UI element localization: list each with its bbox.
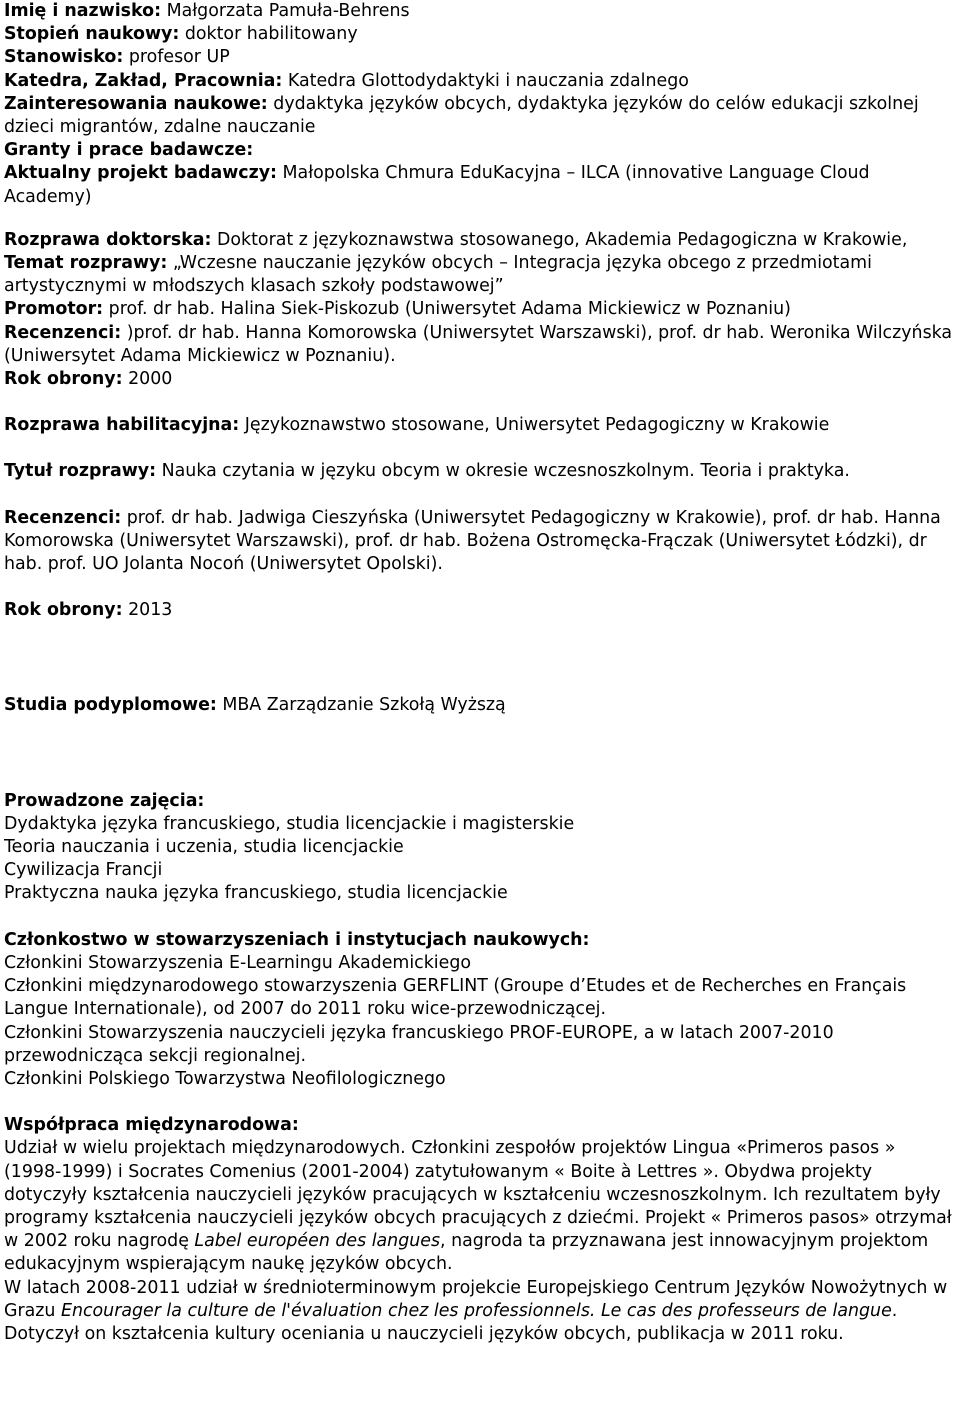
phd-line (4, 229, 956, 252)
intl-paragraph-2 (4, 1277, 956, 1347)
grants-label: Granty i prace badawcze: (4, 140, 254, 161)
intl-p2-text-b: . Dotyczył on kształcenia kultury oceniania u nauczycieli języków obcych, publikacja w 2011 roku. (4, 1300, 898, 1344)
phd-topic-value: „Wczesne nauczanie języków obcych – Integracja języka obcego z przedmiotami artystycznymi w młodszych klasach szkoły podstawowej” (4, 253, 872, 297)
interests-label: Zainteresowania naukowe: (4, 93, 268, 114)
membership-heading (4, 929, 956, 952)
intl-p1-text-b: , nagroda ta przyznawana jest innowacyjnym projektom edukacyjnym wspierającym naukę języków obcych. (4, 1231, 929, 1275)
postgrad-value: MBA Zarządzanie Szkołą Wyższą (222, 695, 506, 716)
list-item: Praktyczna nauka języka francuskiego, studia licencjackie (4, 883, 508, 904)
phd-year-label: Rok obrony: (4, 369, 123, 390)
list-item: Członkini Polskiego Towarzystwa Neofilologicznego (4, 1068, 446, 1089)
list-item: Cywilizacja Francji (4, 860, 163, 881)
postgrad-line (4, 694, 956, 717)
intl-heading (4, 1114, 956, 1137)
interests-line (4, 93, 956, 139)
phd-label: Rozprawa doktorska: (4, 229, 212, 250)
membership-label: Członkostwo w stowarzyszeniach i instytucjach naukowych: (4, 929, 590, 950)
position-label: Stanowisko: (4, 47, 124, 68)
classes-heading (4, 790, 956, 813)
list-item: Dydaktyka języka francuskiego, studia licencjackie i magisterskie (4, 813, 575, 834)
phd-promoter-value: prof. dr hab. Halina Siek-Piskozub (Uniwersytet Adama Mickiewicz w Poznaniu) (108, 299, 791, 320)
phd-value: Doktorat z językoznawstwa stosowanego, Akademia Pedagogiczna w Krakowie, (217, 229, 908, 250)
list-item: Teoria nauczania i uczenia, studia licencjackie (4, 837, 404, 858)
intl-p2-italic: Encourager la culture de l'évaluation chez les professionnels. Le cas des professeurs de langue (60, 1300, 892, 1321)
hab-reviewers-value: prof. dr hab. Jadwiga Cieszyńska (Uniwersytet Pedagogiczny w Krakowie), prof. dr hab. Hanna Komorowska (Uniwersytet Warszawski), prof. dr hab. Bożena Ostromęcka-Frączak (Uniwersytet Łódzki), dr hab. prof. UO Jolanta Nocoń (Uniwersytet Opolski). (4, 507, 941, 575)
postgrad-label: Studia podyplomowe: (4, 695, 217, 716)
project-label: Aktualny projekt badawczy: (4, 163, 278, 184)
phd-reviewers-value: )prof. dr hab. Hanna Komorowska (Uniwersytet Warszawski), prof. dr hab. Weronika Wilczyńska (Uniwersytet Adama Mickiewicz w Poznaniu). (4, 322, 953, 366)
intl-p1-text-a: Udział w wielu projektach międzynarodowych. Członkini zespołów projektów Lingua «Primeros pasos » (1998-1999) i Socrates Comenius (2001-2004) zatytułowanym « Boite à Lettres ». Obydwa projekty dotyczyły kształcenia nauczycieli języków pracujących w kształceniu wczesnoszkolnym. Ich rezultatem były programy kształcenia nauczycieli języków obcych pracujących z dziećmi. Projekt « Primeros pasos» otrzymał w 2002 roku nagrodę (4, 1138, 952, 1252)
position-line (4, 46, 956, 69)
name-value: Małgorzata Pamuła-Behrens (166, 1, 410, 21)
intl-label: Współpraca międzynarodowa: (4, 1115, 299, 1136)
department-line (4, 70, 956, 93)
hab-title-value: Nauka czytania w języku obcym w okresie wczesnoszkolnym. Teoria i praktyka. (161, 461, 850, 482)
hab-value: Językoznawstwo stosowane, Uniwersytet Pedagogiczny w Krakowie (244, 415, 830, 436)
hab-label: Rozprawa habilitacyjna: (4, 415, 240, 436)
phd-year-line (4, 368, 956, 391)
list-item: Członkini Stowarzyszenia nauczycieli języka francuskiego PROF-EUROPE, a w latach 2007-2010 przewodnicząca sekcji regionalnej. (4, 1022, 834, 1066)
list-item: Członkini Stowarzyszenia E-Learningu Akademickiego (4, 952, 472, 973)
hab-reviewers-label: Recenzenci: (4, 507, 122, 528)
phd-promoter-label: Promotor: (4, 299, 104, 320)
intl-paragraph-1 (4, 1137, 956, 1276)
grants-line (4, 139, 956, 162)
interests-value: dydaktyka języków obcych, dydaktyka języków do celów edukacji szkolnej dzieci migrantów, zdalne nauczanie (4, 93, 919, 138)
phd-reviewers-label: Recenzenci: (4, 322, 122, 343)
degree-line (4, 23, 956, 46)
hab-year-label: Rok obrony: (4, 600, 123, 621)
hab-year-line (4, 599, 956, 622)
name-line (4, 0, 956, 23)
project-value: Małopolska Chmura EduKacyjna – ILCA (innovative Language Cloud Academy) (4, 163, 870, 207)
position-value: profesor UP (128, 47, 230, 68)
hab-title-line (4, 460, 956, 483)
hab-reviewers-line (4, 507, 956, 577)
hab-line (4, 414, 956, 437)
department-label: Katedra, Zakład, Pracownia: (4, 70, 283, 91)
phd-reviewers-line (4, 322, 956, 368)
degree-label: Stopień naukowy: (4, 24, 180, 45)
classes-label: Prowadzone zajęcia: (4, 790, 205, 811)
phd-promoter-line (4, 298, 956, 321)
hab-year-value: 2013 (128, 600, 173, 621)
intl-p1-italic: Label européen des langues (194, 1231, 441, 1252)
phd-topic-label: Temat rozprawy: (4, 253, 168, 274)
phd-year-value: 2000 (128, 369, 173, 390)
department-value: Katedra Glottodydaktyki i nauczania zdalnego (287, 70, 689, 91)
project-line (4, 162, 956, 208)
hab-title-label: Tytuł rozprawy: (4, 461, 157, 482)
name-label: Imię i nazwisko: (4, 1, 162, 21)
list-item: Członkini międzynarodowego stowarzyszenia GERFLINT (Groupe d’Etudes et de Recherches en Français Langue Internationale), od 2007 do 2011 roku wice-przewodniczącej. (4, 976, 907, 1020)
phd-topic-line (4, 252, 956, 298)
degree-value: doktor habilitowany (184, 24, 358, 45)
intl-p2-text-a: W latach 2008-2011 udział w średnioterminowym projekcie Europejskiego Centrum Języków Nowożytnych w Grazu (4, 1277, 948, 1321)
